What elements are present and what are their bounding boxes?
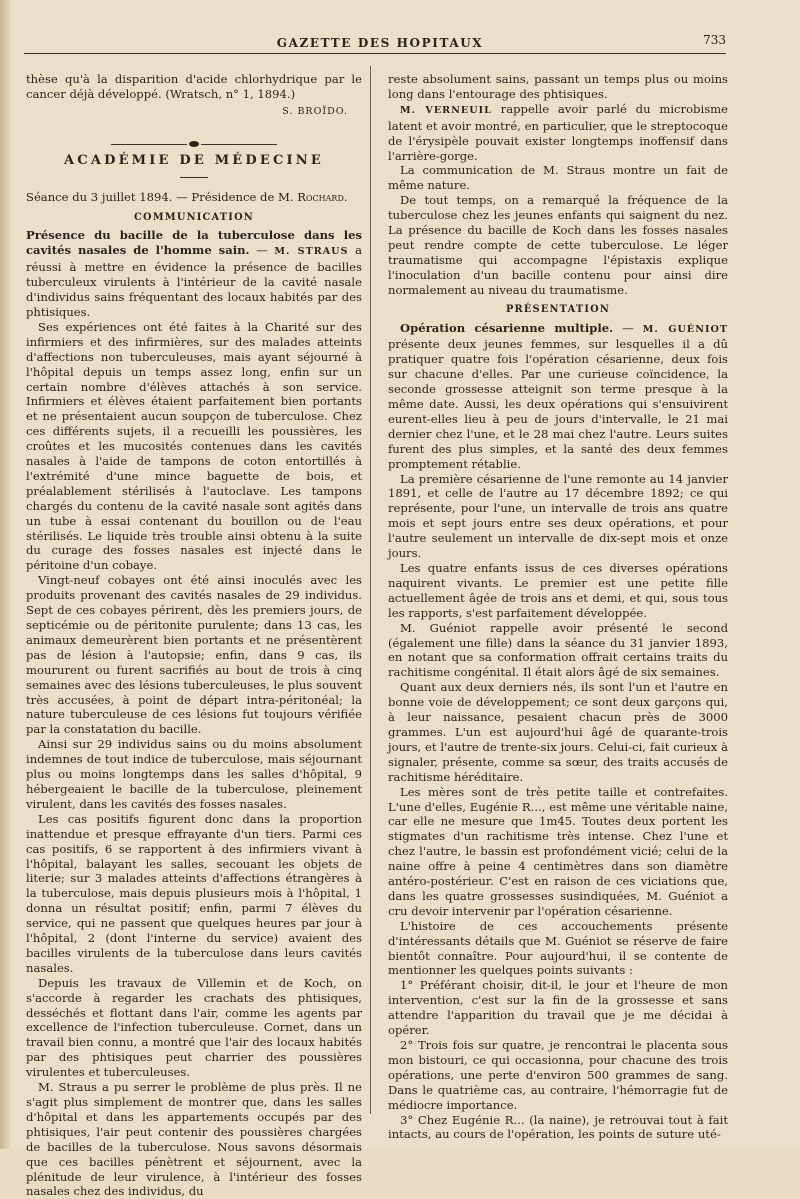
body-paragraph: La communication de M. Straus montre un fait de même nature. xyxy=(388,163,728,193)
numbered-point: 1° Préférant choisir, dit-il, le jour et l'heure de mon intervention, c'est sur la fin de la grossesse et sans attendre l'apparition du travail que je me décidai à opérer. xyxy=(388,978,728,1038)
session-suffix: . xyxy=(343,189,348,204)
operation-paragraph xyxy=(388,321,728,472)
body-paragraph: Les quatre enfants issus de ces diverses opérations naquirent vivants. Le premier est une petite fille actuellement âgée de trois ans et demi, et qui, sous tous les rapports, s'est parfaitement développée. xyxy=(388,561,728,620)
column-divider xyxy=(370,66,371,1114)
lead-text: a réussi à mettre en évidence la présence de bacilles tuberculeux virulents à l'intérieur de la cavité nasale d'individus sains fréquentant des locaux habités par des phtisiques. xyxy=(26,243,362,319)
lead-dash: — xyxy=(249,243,275,258)
lead-title: Présence du bacille de la tuberculose dans les cavités nasales de l'homme sain. xyxy=(26,228,362,258)
body-paragraph: Vingt-neuf cobayes ont été ainsi inoculés avec les produits provenant des cavités nasales de 29 individus. Sept de ces cobayes périrent, dès les premiers jours, de septicémie ou de péritonite purulente; dans 13 cas, les animaux demeurèrent bien portants et ne présentèrent pas de lésion à l'autopsie; enfin, dans 9 cas, ils moururent ou furent sacrifiés au bout de trois à cinq semaines avec des lésions tuberculeuses, le plus souvent très accusées, à point de départ intra-péritonéal; la nature tuberculeuse de ces lésions fut toujours vérifiée par la constatation du bacille. xyxy=(26,573,362,737)
ornament-rule-left xyxy=(111,144,187,145)
subhead-presentation: PRÉSENTATION xyxy=(505,303,611,315)
session-prefix: Séance du 3 juillet 1894. — Présidence de M. xyxy=(26,189,298,204)
body-paragraph: La première césarienne de l'une remonte au 14 janvier 1891, et celle de l'autre au 17 décembre 1892; ce qui représente, pour l'une, un intervalle de trois ans quatre mois et sept jours entre ses deux opérations, et pour l'autre seulement un intervalle de dix-sept mois et onze jours. xyxy=(388,471,728,561)
left-column xyxy=(26,72,362,1199)
header-rule xyxy=(24,53,726,54)
operation-dash: — xyxy=(613,320,643,335)
body-paragraph: Les cas positifs figurent donc dans la proportion inattendue et presque effrayante d'un tiers. Parmi ces cas positifs, 6 se rapportent à des infirmiers vivant à l'hôpital, balayant les salles, secouant les objets de literie; sur 3 malades atteints d'affections étrangères à la tuberculose, mais depuis plusieurs mois à l'hôpital, 1 donna un résultat positif; enfin, parmi 7 élèves du service, qui ne passent que quelques heures par jour à l'hôpital, 2 (dont l'interne du service) avaient des bacilles virulents de la tuberculose dans leurs cavités nasales. xyxy=(26,811,362,975)
operation-text: présente deux jeunes femmes, sur lesquelles il a dû pratiquer quatre fois l'opération césarienne, deux fois sur chacune d'elles. Par une curieuse coïncidence, la seconde grossesse atteignit son terme presque à la même date. Aussi, les deux opérations qui s'ensuivirent eurent-elles lieu à peu de jours d'intervalle, le 21 mai dernier chez l'une, et le 28 mai chez l'autre. Leurs suites furent des plus simples, et la santé des deux femmes promptement rétablie. xyxy=(388,337,728,471)
author-signature: S. BROÏDO. xyxy=(282,105,348,117)
lead-paragraph xyxy=(26,228,362,319)
section-ornament xyxy=(26,136,362,144)
body-paragraph: L'histoire de ces accouchements présente d'intéressants détails que M. Guéniot se réserve de faire bientôt connaître. Pour aujourd'hui, il se contente de mentionner les quelques points suivants : xyxy=(388,918,728,978)
subhead-communication: COMMUNICATION xyxy=(134,211,254,223)
body-paragraph: De tout temps, on a remarqué la fréquence de la tuberculose chez les jeunes enfants qui saignent du nez. La présence du bacille de Koch dans les fosses nasales peut rendre compte de cette tuberculose. Le léger traumatisme qui accompagne l'épistaxis explique l'inoculation d'un bacille contenu pour ainsi dire normalement au niveau du traumatisme. xyxy=(388,193,728,297)
right-column xyxy=(388,72,728,1142)
numbered-point: 2° Trois fois sur quatre, je rencontrai le placenta sous mon bistouri, ce qui occasionna, pour chacune des trois opérations, une perte d'environ 500 grammes de sang. Dans le quatrième cas, au contraire, l'hémorragie fut de médiocre importance. xyxy=(388,1038,728,1112)
operation-title: Opération césarienne multiple. xyxy=(400,320,614,335)
lead-speaker: M. STRAUS xyxy=(274,246,349,258)
page-binding-edge xyxy=(0,0,10,1149)
section-title: ACADÉMIE DE MÉDECINE xyxy=(63,152,324,168)
verneuil-text: rappelle avoir parlé du microbisme latent et avoir montré, en particulier, que le streptocoque de l'érysipèle pouvait exister longtemps inoffensif dans l'arrière-gorge. xyxy=(388,101,728,163)
body-paragraph: Ainsi sur 29 individus sains ou du moins absolument indemnes de tout indice de tuberculose, mais séjournant plus ou moins longtemps dans les salles d'hôpital, 9 hébergeaient le bacille de la tuberculose, pleinement virulent, dans les cavités des fosses nasales. xyxy=(26,737,362,811)
opening-paragraph: thèse qu'à la disparition d'acide chlorhydrique par le cancer déjà développé. (Wratsch, n° 1, 1894.) xyxy=(26,72,362,101)
ornament-dot xyxy=(189,141,199,147)
body-paragraph: Ses expériences ont été faites à la Charité sur des infirmiers et des infirmières, sur des malades atteints d'affections non tuberculeuses, mais ayant séjourné à l'hôpital depuis un temps assez long, enfin sur un certain nombre d'élèves attachés à son service. Infirmiers et élèves étaient parfaitement bien portants et ne présentaient aucun soupçon de tuberculose. Chez ces différents sujets, il a recueilli les poussières, les croûtes et les mucosités contenues dans les cavités nasales à l'aide de tampons de coton entortillés à l'extrémité d'une mince baguette de bois, et préalablement stérilisés à l'autoclave. Les tampons chargés du contenu de la cavité nasale sont agités dans un tube à essai contenant du bouillon ou de l'eau stérilisés. Le liquide très trouble ainsi obtenu à la suite du curage des fosses nasales est injecté dans le péritoine d'un cobaye. xyxy=(26,319,362,573)
continuation-paragraph: reste absolument sains, passant un temps plus ou moins long dans l'entourage des phtisiques. xyxy=(388,72,728,101)
session-line xyxy=(26,190,362,205)
body-paragraph: Quant aux deux derniers nés, ils sont l'un et l'autre en bonne voie de développement; ce sont deux garçons qui, à leur naissance, pesaient chacun près de 3000 grammes. L'un est aujourd'hui âgé de quarante-trois jours, et l'autre de trente-six jours. Celui-ci, fait curieux à signaler, présente, comme sa sœur, des traits accusés de rachitisme héréditaire. xyxy=(388,680,728,784)
body-paragraph: M. Guéniot rappelle avoir présenté le second (également une fille) dans la séance du 31 janvier 1893, en notant que sa conformation offrait certains traits du rachitisme congénital. Il était alors âgé de six semaines. xyxy=(388,620,728,680)
verneuil-speaker: M. VERNEUIL xyxy=(400,104,492,116)
body-paragraph: M. Straus a pu serrer le problème de plus près. Il ne s'agit plus simplement de montrer que, dans les salles d'hôpital et dans les appartements occupés par des phtisiques, l'air peut contenir des poussières chargées de bacilles de la tuberculose. Nous savons désormais que ces bacilles pénètrent et séjournent, avec la plénitude de leur virulence, à l'intérieur des fosses nasales chez des individus, du xyxy=(26,1080,362,1199)
running-title: GAZETTE DES HOPITAUX xyxy=(276,36,484,50)
numbered-point: 3° Chez Eugénie R... (la naine), je retrouvai tout à fait intacts, au cours de l'opération, les points de suture uté- xyxy=(388,1112,728,1142)
verneuil-paragraph xyxy=(388,102,728,164)
section-title-rule xyxy=(180,177,208,178)
ornament-rule-right xyxy=(201,144,277,145)
body-paragraph: Les mères sont de très petite taille et contrefaites. L'une d'elles, Eugénie R..., est même une véritable naine, car elle ne mesure que 1m45. Toutes deux portent les stigmates d'un rachitisme très intense. Chez l'une et chez l'autre, le bassin est profondément vicié; celui de la naine offre à peine 4 centimètres dans son diamètre antéro-postérieur. C'est en raison de ces viciations que, dans les quatre grossesses susindiquées, M. Guéniot a cru devoir intervenir par l'opération césarienne. xyxy=(388,784,728,918)
body-paragraph: Depuis les travaux de Villemin et de Koch, on s'accorde à regarder les crachats des phtisiques, desséchés et flottant dans l'air, comme les agents par excellence de l'infection tuberculeuse. Cornet, dans un travail bien connu, a montré que l'air des locaux habités par des phtisiques peut charrier des poussières virulentes et tuberculeuses. xyxy=(26,975,362,1080)
operation-speaker: M. GUÉNIOT xyxy=(642,323,728,335)
session-president: Rochard xyxy=(297,189,344,204)
page-number: 733 xyxy=(703,33,726,47)
